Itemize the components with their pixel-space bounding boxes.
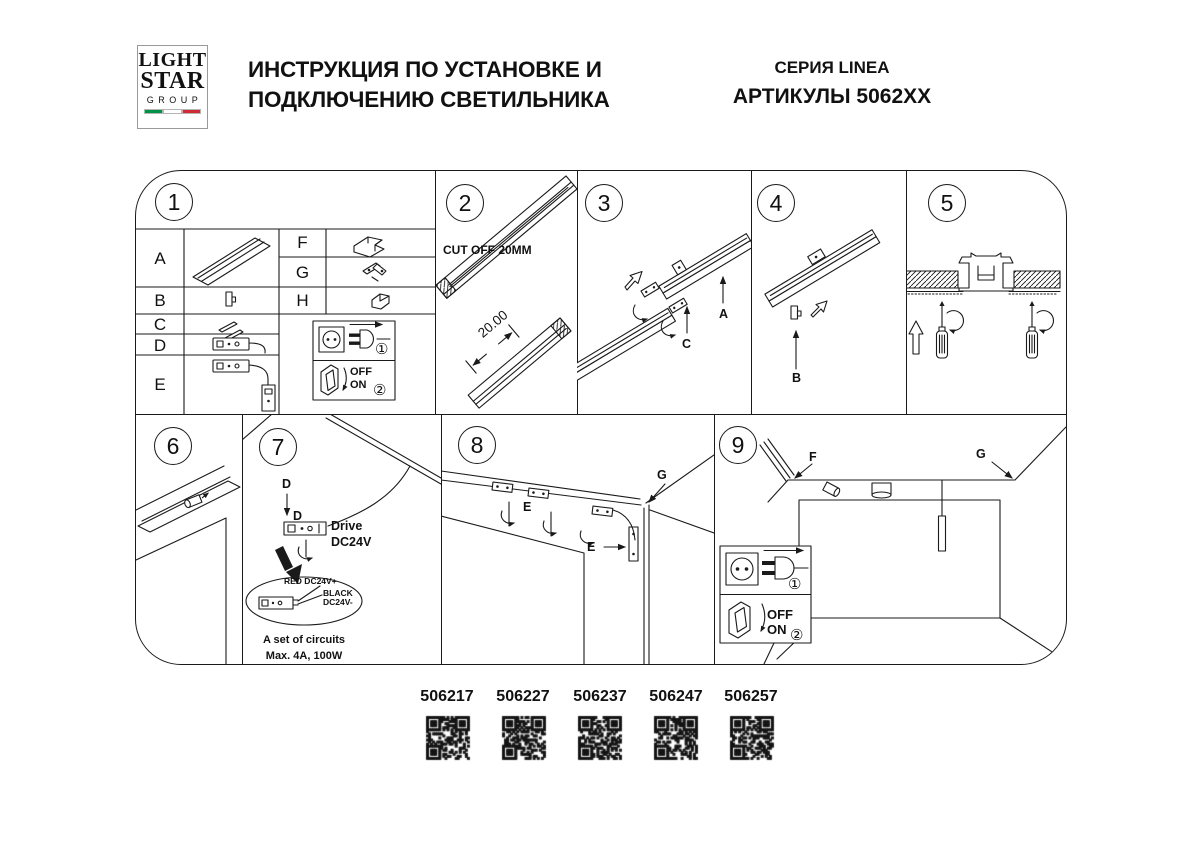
part-g-connector-icon xyxy=(363,263,386,281)
flag-white xyxy=(163,109,182,114)
panel-step-6 xyxy=(136,414,242,664)
title-line-2: ПОДКЛЮЧЕНИЮ СВЕТИЛЬНИКА xyxy=(248,86,610,112)
screwdriver-icon-right xyxy=(1027,301,1054,358)
clip-b-icon xyxy=(791,306,801,319)
flag-green xyxy=(144,109,163,114)
qr-code xyxy=(652,714,699,761)
push-up-arrow xyxy=(909,321,923,354)
panel-step-9 xyxy=(714,414,1066,664)
part-f-corner-icon xyxy=(354,237,384,257)
logo-word-group: GROUP xyxy=(146,94,203,105)
panel-step-8 xyxy=(441,414,714,664)
panel-step-5 xyxy=(906,171,1066,414)
switch-off-label: OFF xyxy=(767,607,793,622)
part-label-f: F xyxy=(297,233,308,252)
step-5-number: 5 xyxy=(928,184,966,222)
series-name: СЕРИЯ LINEA xyxy=(774,58,890,77)
label-d-top: D xyxy=(282,477,292,491)
part-a-profile-icon xyxy=(193,238,270,285)
cutoff-note: CUT OFF 20MM xyxy=(443,243,532,257)
drive-label-line1: Drive xyxy=(331,519,363,533)
switch-off-label: OFF xyxy=(350,366,372,378)
panel-step-3 xyxy=(577,171,751,414)
panel-step-2 xyxy=(435,171,577,414)
part-label-e: E xyxy=(154,375,166,394)
part-label-b: B xyxy=(154,291,166,310)
label-e-top: E xyxy=(523,500,532,514)
driver-box xyxy=(284,522,326,535)
title-line-1: ИНСТРУКЦИЯ ПО УСТАНОВКЕ И xyxy=(248,57,602,82)
panel-step-7 xyxy=(242,414,441,664)
lightstar-logo xyxy=(137,45,208,129)
insert-arrow xyxy=(811,301,827,317)
label-b: B xyxy=(792,371,802,385)
series-block xyxy=(707,58,957,109)
article-number: 506257 xyxy=(724,688,778,705)
circuits-note-line2: Max. 4A, 100W xyxy=(265,650,343,662)
plug-step-badge: ① xyxy=(375,341,389,358)
page-title xyxy=(248,55,610,115)
clip-c-1 xyxy=(641,282,659,297)
diagram-frame xyxy=(135,170,1067,665)
part-b-clip-icon xyxy=(226,292,236,306)
qr-code xyxy=(576,714,623,761)
qr-code xyxy=(728,714,775,761)
panel-step-1 xyxy=(136,171,435,414)
step-1-number: 1 xyxy=(155,183,193,221)
label-a: A xyxy=(719,307,729,321)
dimension-20mm: 20.00 xyxy=(475,307,511,341)
article-number: 506217 xyxy=(420,688,474,705)
part-c-strips-icon xyxy=(219,322,243,340)
step-7-number: 7 xyxy=(259,428,297,466)
step-6-number: 6 xyxy=(154,427,192,465)
articles-code: АРТИКУЛЫ 5062XX xyxy=(732,85,932,108)
connector-e-1 xyxy=(492,482,513,492)
part-label-h: H xyxy=(296,291,309,310)
step-9-number: 9 xyxy=(719,426,757,464)
part-label-d: D xyxy=(153,336,167,355)
label-g: G xyxy=(657,468,667,482)
spot-lamp-icon xyxy=(823,482,841,497)
article-number: 506237 xyxy=(573,688,627,705)
qr-code xyxy=(424,714,471,761)
logo-word-star: STAR xyxy=(140,68,205,94)
flag-red xyxy=(182,109,201,114)
step-8-number: 8 xyxy=(458,426,496,464)
step-2-number: 2 xyxy=(446,184,484,222)
connector-e-2 xyxy=(528,488,549,498)
part-e-connector-driver-icon xyxy=(213,360,275,411)
label-c: C xyxy=(682,337,692,351)
cylinder-lamp-icon xyxy=(872,483,891,498)
article-number: 506247 xyxy=(649,688,703,705)
screwdriver-icon-left xyxy=(937,301,964,358)
wire-black-label-line2: DC24V- xyxy=(323,597,353,607)
switch-step-badge: ② xyxy=(790,627,804,644)
italian-flag-bar xyxy=(144,109,201,114)
connector-e-3 xyxy=(592,506,613,516)
label-d-mid: D xyxy=(293,509,303,523)
drive-label-line2: DC24V xyxy=(331,535,372,549)
insert-arrow xyxy=(625,272,642,291)
label-f: F xyxy=(809,450,817,464)
part-label-c: C xyxy=(153,315,167,334)
panel-step-4 xyxy=(751,171,906,414)
wire-black-label-line1: BLACK xyxy=(323,588,353,598)
part-label-a: A xyxy=(154,249,166,268)
part-h-endcap-icon xyxy=(372,294,389,309)
pendant-lamp-icon xyxy=(939,480,946,551)
plug-switch-box xyxy=(720,546,811,664)
plug-step-badge: ① xyxy=(788,576,802,593)
article-number: 506227 xyxy=(496,688,550,705)
wired-connector xyxy=(259,586,322,609)
wire-red-label: RED DC24V+ xyxy=(284,576,337,586)
switch-on-label: ON xyxy=(767,622,787,637)
step-3-number: 3 xyxy=(585,184,623,222)
label-e-bottom: E xyxy=(587,540,596,554)
circuits-note-line1: A set of circuits xyxy=(262,634,346,646)
profile-section xyxy=(959,253,1013,291)
qr-code xyxy=(500,714,547,761)
switch-on-label: ON xyxy=(350,379,367,391)
label-g: G xyxy=(976,447,986,461)
part-d-connector-icon xyxy=(213,338,265,353)
logo-word-light: LIGHT xyxy=(138,49,207,71)
part-label-g: G xyxy=(295,263,310,282)
switch-step-badge: ② xyxy=(373,382,387,399)
clip-c-2 xyxy=(669,298,687,313)
step-4-number: 4 xyxy=(757,184,795,222)
